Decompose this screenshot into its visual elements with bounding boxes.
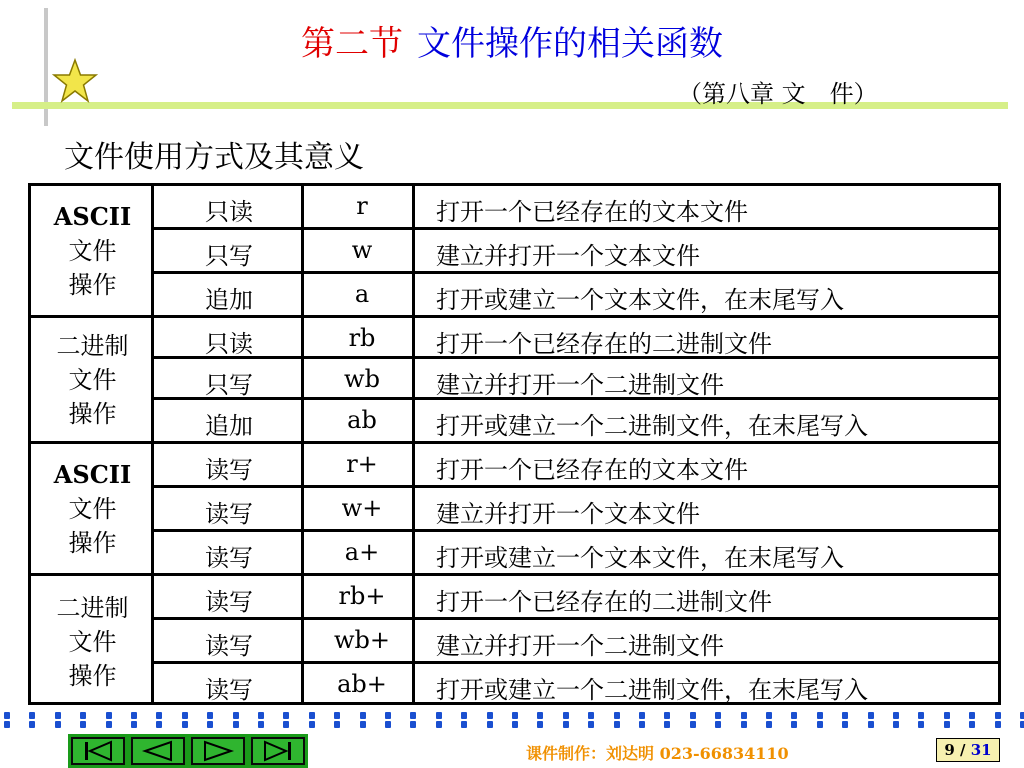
divider-dot [385, 712, 391, 719]
divider-dot [131, 721, 137, 728]
mode-cell: 只写 [205, 371, 253, 399]
divider-dot [182, 712, 188, 719]
table-row [154, 318, 998, 359]
divider-dot [360, 712, 366, 719]
divider-dot [436, 721, 442, 728]
mode-cell: 读写 [205, 500, 253, 528]
file-mode-table [28, 183, 1001, 705]
table-row [154, 488, 998, 532]
divider-dot [55, 712, 61, 719]
group-label [31, 576, 154, 708]
divider-dot [741, 721, 747, 728]
divider-dot [283, 712, 289, 719]
description-cell: 打开或建立一个文本文件，在末尾写入 [436, 286, 844, 314]
divider-dot [233, 721, 239, 728]
divider-dot [614, 721, 620, 728]
divider-dot [817, 712, 823, 719]
group-label [31, 444, 154, 576]
table-row [154, 576, 998, 620]
divider-dot [588, 712, 594, 719]
divider-dot [436, 712, 442, 719]
group-label-line: 二进制 [56, 331, 129, 360]
author-credit: 课件制作：刘达明 023-66834110 [526, 744, 789, 763]
mode-cell: 读写 [205, 588, 253, 616]
divider-dot [969, 712, 975, 719]
description-cell: 打开一个已经存在的文本文件 [436, 198, 748, 226]
description-cell: 建立并打开一个二进制文件 [436, 371, 724, 399]
divider-dot [207, 712, 213, 719]
divider-dot [817, 721, 823, 728]
divider-dot [563, 721, 569, 728]
first-icon [81, 740, 115, 762]
divider-dot [309, 712, 315, 719]
code-cell: rb+ [338, 582, 386, 610]
divider-dot [309, 721, 315, 728]
group-label-line: 文件 [68, 365, 117, 394]
code-cell: ab [347, 406, 377, 434]
divider-dot [461, 712, 467, 719]
description-cell: 建立并打开一个文本文件 [436, 500, 700, 528]
divider-dot [334, 721, 340, 728]
last-slide-button[interactable] [251, 737, 305, 765]
description-cell: 打开或建立一个二进制文件，在末尾写入 [436, 412, 868, 440]
divider-dot [918, 721, 924, 728]
divider-dot [4, 712, 10, 719]
page-separator: / [954, 741, 971, 759]
divider-dot [842, 721, 848, 728]
divider-dot [512, 721, 518, 728]
dotted-divider [0, 712, 1024, 730]
page-total: 31 [970, 741, 992, 759]
title-section: 第二节 [301, 24, 403, 64]
mode-cell: 追加 [205, 412, 253, 440]
group-label [31, 186, 154, 318]
divider-dot [106, 712, 112, 719]
divider-dot [918, 712, 924, 719]
divider-dot [487, 712, 493, 719]
group-label-line: 操作 [68, 662, 117, 690]
group-label-line: ASCII [53, 459, 132, 489]
divider-dot [156, 712, 162, 719]
divider-dot [791, 712, 797, 719]
divider-dot [995, 721, 1001, 728]
divider-dot [766, 712, 772, 719]
group-label-line: 文件 [68, 494, 117, 523]
divider-dot [283, 721, 289, 728]
divider-dot [969, 721, 975, 728]
next-slide-button[interactable] [191, 737, 245, 765]
divider-dot [842, 712, 848, 719]
divider-dot [410, 712, 416, 719]
first-slide-button[interactable] [71, 737, 125, 765]
divider-dot [131, 712, 137, 719]
chapter-subtitle: （第八章 文 件） [678, 80, 878, 108]
divider-dot [55, 721, 61, 728]
section-heading: 文件使用方式及其意义 [64, 140, 364, 175]
divider-dot [258, 721, 264, 728]
divider-dot [868, 721, 874, 728]
divider-dot [385, 721, 391, 728]
divider-dot [258, 712, 264, 719]
description-cell: 打开或建立一个二进制文件，在末尾写入 [436, 676, 868, 704]
mode-cell: 只写 [205, 242, 253, 270]
table-row [154, 186, 998, 230]
code-cell: w [351, 236, 373, 264]
divider-dot [106, 721, 112, 728]
divider-dot [664, 721, 670, 728]
divider-dot [461, 721, 467, 728]
description-cell: 打开一个已经存在的二进制文件 [436, 330, 772, 358]
divider-dot [1020, 712, 1024, 719]
description-cell: 打开一个已经存在的文本文件 [436, 456, 748, 484]
divider-dot [207, 721, 213, 728]
divider-dot [410, 721, 416, 728]
divider-dot [639, 721, 645, 728]
table-row [154, 400, 998, 444]
table-row [154, 620, 998, 664]
description-cell: 打开或建立一个文本文件，在末尾写入 [436, 544, 844, 572]
mode-cell: 读写 [205, 544, 253, 572]
code-cell: rb [348, 324, 376, 352]
group-label-line: 文件 [68, 236, 117, 265]
title-topic: 文件操作的相关函数 [417, 24, 723, 64]
previous-slide-button[interactable] [131, 737, 185, 765]
divider-dot [944, 712, 950, 719]
group-label-line: 操作 [68, 270, 117, 299]
divider-dot [639, 712, 645, 719]
code-cell: w+ [341, 494, 383, 522]
mode-cell: 追加 [205, 286, 253, 314]
description-cell: 打开一个已经存在的二进制文件 [436, 588, 772, 616]
group-label-line: ASCII [53, 201, 132, 231]
table-row [154, 274, 998, 318]
table-row [154, 532, 998, 576]
divider-dot [690, 712, 696, 719]
code-cell: wb+ [333, 626, 390, 654]
next-icon [201, 740, 235, 762]
mode-cell: 只读 [205, 330, 253, 358]
group-label-line: 二进制 [56, 594, 129, 622]
page-current: 9 [944, 741, 955, 759]
slide-navigation [68, 734, 308, 768]
divider-dot [563, 712, 569, 719]
divider-dot [80, 721, 86, 728]
divider-dot [334, 712, 340, 719]
table-row [154, 444, 998, 488]
divider-dot [715, 721, 721, 728]
prev-icon [141, 740, 175, 762]
divider-dot [868, 712, 874, 719]
divider-dot [766, 721, 772, 728]
code-cell: a+ [344, 538, 380, 566]
code-cell: a [354, 280, 370, 308]
code-cell: wb [344, 365, 380, 393]
page-indicator [936, 738, 1000, 762]
divider-dot [588, 721, 594, 728]
divider-dot [690, 721, 696, 728]
divider-dot [944, 721, 950, 728]
divider-dot [1020, 721, 1024, 728]
divider-dot [233, 712, 239, 719]
mode-cell: 只读 [205, 198, 253, 226]
code-cell: ab+ [337, 670, 387, 698]
divider-dot [715, 712, 721, 719]
mode-cell: 读写 [205, 456, 253, 484]
table-row [154, 359, 998, 400]
divider-dot [614, 712, 620, 719]
divider-dot [80, 712, 86, 719]
divider-dot [29, 712, 35, 719]
table-row [154, 664, 998, 708]
group-label-line: 文件 [68, 628, 117, 656]
mode-cell: 读写 [205, 632, 253, 660]
divider-dot [360, 721, 366, 728]
divider-dot [156, 721, 162, 728]
page-title [0, 16, 1024, 65]
group-label [31, 318, 154, 444]
divider-dot [893, 712, 899, 719]
description-cell: 建立并打开一个二进制文件 [436, 632, 724, 660]
code-cell: r [356, 192, 368, 220]
divider-dot [537, 712, 543, 719]
table-row [154, 230, 998, 274]
divider-dot [741, 712, 747, 719]
divider-dot [537, 721, 543, 728]
divider-dot [29, 721, 35, 728]
mode-cell: 读写 [205, 676, 253, 704]
group-label-line: 操作 [68, 528, 117, 557]
divider-dot [995, 712, 1001, 719]
divider-dot [791, 721, 797, 728]
description-cell: 建立并打开一个文本文件 [436, 242, 700, 270]
divider-dot [664, 712, 670, 719]
divider-dot [487, 721, 493, 728]
divider-dot [893, 721, 899, 728]
divider-dot [4, 721, 10, 728]
divider-dot [512, 712, 518, 719]
code-cell: r+ [346, 450, 378, 478]
divider-dot [182, 721, 188, 728]
group-label-line: 操作 [68, 399, 117, 428]
last-icon [261, 740, 295, 762]
